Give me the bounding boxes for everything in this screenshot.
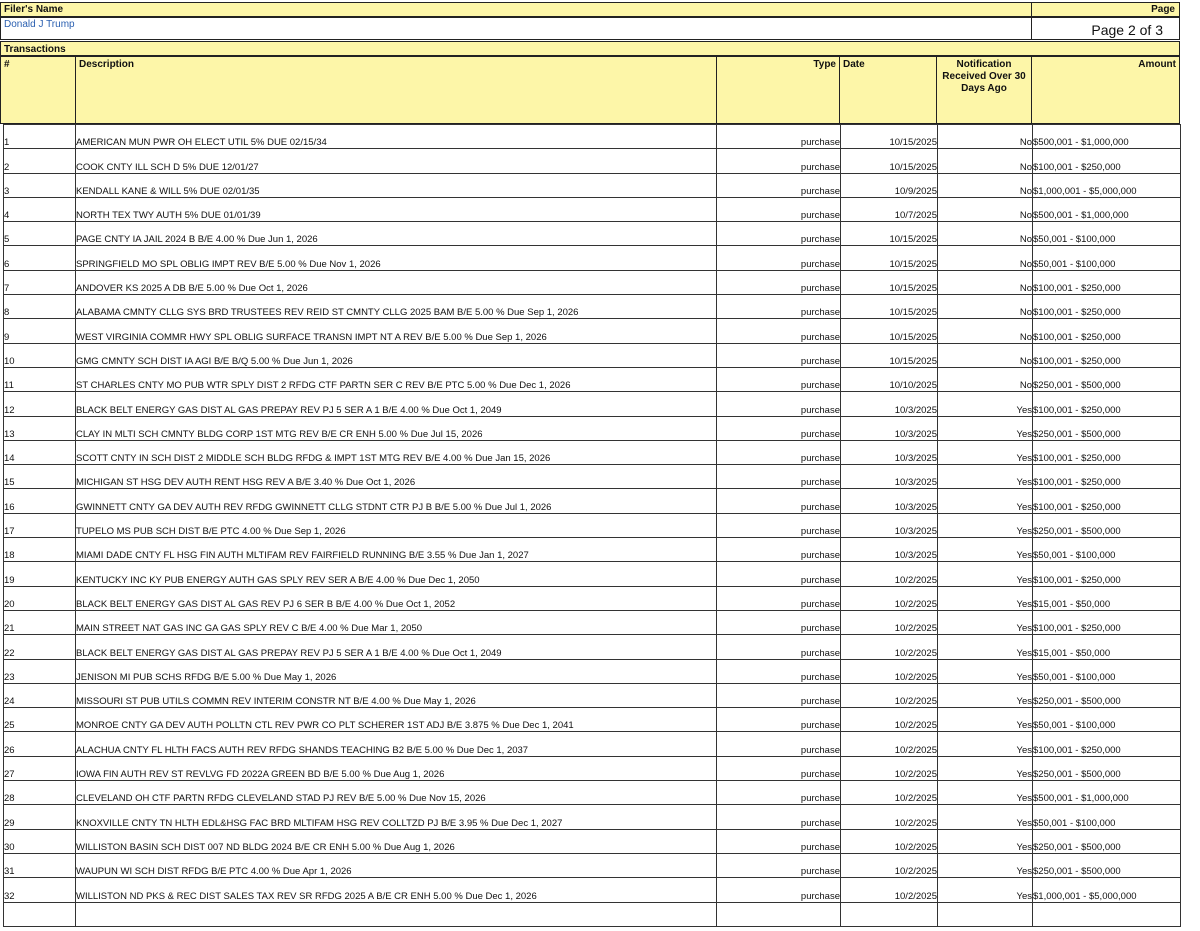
row-number: 11	[4, 367, 76, 391]
row-type: purchase	[717, 829, 841, 853]
row-type: purchase	[717, 489, 841, 513]
row-number: 13	[4, 416, 76, 440]
filer-name-value: Donald J Trump	[0, 17, 1032, 40]
row-amount: $100,001 - $250,000	[1033, 270, 1181, 294]
row-amount: $50,001 - $100,000	[1033, 805, 1181, 829]
row-number: 28	[4, 781, 76, 805]
row-date: 10/2/2025	[841, 683, 938, 707]
row-notification: No	[938, 222, 1033, 246]
row-date: 10/15/2025	[841, 125, 938, 149]
row-type: purchase	[717, 562, 841, 586]
row-date: 10/15/2025	[841, 319, 938, 343]
table-row	[4, 222, 1181, 246]
table-row	[4, 586, 1181, 610]
table-row	[4, 295, 1181, 319]
row-description: KENTUCKY INC KY PUB ENERGY AUTH GAS SPLY REV SER A B/E 4.00 % Due Dec 1, 2050	[76, 562, 717, 586]
row-date: 10/15/2025	[841, 343, 938, 367]
transactions-section-label: Transactions	[0, 41, 1180, 56]
row-amount: $100,001 - $250,000	[1033, 295, 1181, 319]
table-row	[4, 319, 1181, 343]
row-amount: $100,001 - $250,000	[1033, 732, 1181, 756]
row-number: 1	[4, 125, 76, 149]
row-number: 17	[4, 513, 76, 537]
row-amount: $250,001 - $500,000	[1033, 367, 1181, 391]
row-notification: Yes	[938, 781, 1033, 805]
row-date: 10/2/2025	[841, 562, 938, 586]
row-type: purchase	[717, 197, 841, 221]
empty-cell	[841, 902, 938, 926]
row-amount: $1,000,001 - $5,000,000	[1033, 173, 1181, 197]
row-notification: No	[938, 367, 1033, 391]
row-date: 10/15/2025	[841, 149, 938, 173]
table-row	[4, 416, 1181, 440]
row-description: MAIN STREET NAT GAS INC GA GAS SPLY REV C B/E 4.00 % Due Mar 1, 2050	[76, 610, 717, 634]
row-notification: Yes	[938, 659, 1033, 683]
empty-cell	[76, 902, 717, 926]
row-date: 10/15/2025	[841, 270, 938, 294]
row-number: 22	[4, 635, 76, 659]
table-row	[4, 878, 1181, 902]
empty-cell	[4, 902, 76, 926]
row-amount: $100,001 - $250,000	[1033, 465, 1181, 489]
row-description: NORTH TEX TWY AUTH 5% DUE 01/01/39	[76, 197, 717, 221]
row-number: 31	[4, 853, 76, 877]
row-number: 20	[4, 586, 76, 610]
row-notification: No	[938, 149, 1033, 173]
row-type: purchase	[717, 756, 841, 780]
row-date: 10/2/2025	[841, 659, 938, 683]
row-type: purchase	[717, 538, 841, 562]
row-notification: No	[938, 270, 1033, 294]
row-number: 30	[4, 829, 76, 853]
row-number: 9	[4, 319, 76, 343]
row-description: MONROE CNTY GA DEV AUTH POLLTN CTL REV PWR CO PLT SCHERER 1ST ADJ B/E 3.875 % Due Dec 1, 2041	[76, 708, 717, 732]
row-number: 8	[4, 295, 76, 319]
table-row	[4, 367, 1181, 391]
row-amount: $500,001 - $1,000,000	[1033, 125, 1181, 149]
row-date: 10/2/2025	[841, 805, 938, 829]
row-date: 10/2/2025	[841, 853, 938, 877]
row-description: WILLISTON ND PKS & REC DIST SALES TAX REV SR RFDG 2025 A B/E CR ENH 5.00 % Due Dec 1, 2026	[76, 878, 717, 902]
row-amount: $100,001 - $250,000	[1033, 489, 1181, 513]
row-date: 10/3/2025	[841, 489, 938, 513]
table-row	[4, 197, 1181, 221]
row-date: 10/2/2025	[841, 586, 938, 610]
row-amount: $100,001 - $250,000	[1033, 343, 1181, 367]
row-amount: $100,001 - $250,000	[1033, 319, 1181, 343]
row-number: 21	[4, 610, 76, 634]
row-number: 18	[4, 538, 76, 562]
row-amount: $250,001 - $500,000	[1033, 513, 1181, 537]
table-row	[4, 635, 1181, 659]
row-date: 10/3/2025	[841, 513, 938, 537]
row-notification: Yes	[938, 538, 1033, 562]
row-date: 10/2/2025	[841, 829, 938, 853]
row-date: 10/3/2025	[841, 416, 938, 440]
row-notification: Yes	[938, 853, 1033, 877]
row-type: purchase	[717, 513, 841, 537]
row-description: MIAMI DADE CNTY FL HSG FIN AUTH MLTIFAM REV FAIRFIELD RUNNING B/E 3.55 % Due Jan 1, 2027	[76, 538, 717, 562]
row-amount: $250,001 - $500,000	[1033, 756, 1181, 780]
row-notification: Yes	[938, 562, 1033, 586]
row-notification: Yes	[938, 586, 1033, 610]
row-number: 3	[4, 173, 76, 197]
table-row	[4, 659, 1181, 683]
row-amount: $250,001 - $500,000	[1033, 683, 1181, 707]
row-type: purchase	[717, 805, 841, 829]
row-date: 10/2/2025	[841, 756, 938, 780]
table-row	[4, 781, 1181, 805]
row-date: 10/10/2025	[841, 367, 938, 391]
row-notification: Yes	[938, 513, 1033, 537]
row-type: purchase	[717, 610, 841, 634]
table-row	[4, 683, 1181, 707]
row-date: 10/3/2025	[841, 392, 938, 416]
row-description: PAGE CNTY IA JAIL 2024 B B/E 4.00 % Due Jun 1, 2026	[76, 222, 717, 246]
column-header-type: Type	[716, 56, 840, 124]
row-date: 10/15/2025	[841, 222, 938, 246]
row-notification: Yes	[938, 610, 1033, 634]
row-type: purchase	[717, 392, 841, 416]
row-notification: Yes	[938, 392, 1033, 416]
table-row	[4, 173, 1181, 197]
row-number: 19	[4, 562, 76, 586]
column-header-date: Date	[839, 56, 937, 124]
column-header-amount: Amount	[1031, 56, 1180, 124]
row-description: SCOTT CNTY IN SCH DIST 2 MIDDLE SCH BLDG RFDG & IMPT 1ST MTG REV B/E 4.00 % Due Jan 15, 2026	[76, 440, 717, 464]
row-date: 10/2/2025	[841, 781, 938, 805]
row-number: 14	[4, 440, 76, 464]
row-number: 15	[4, 465, 76, 489]
row-number: 12	[4, 392, 76, 416]
row-type: purchase	[717, 440, 841, 464]
row-notification: No	[938, 125, 1033, 149]
row-amount: $100,001 - $250,000	[1033, 562, 1181, 586]
table-row	[4, 829, 1181, 853]
row-number: 24	[4, 683, 76, 707]
row-description: JENISON MI PUB SCHS RFDG B/E 5.00 % Due May 1, 2026	[76, 659, 717, 683]
row-type: purchase	[717, 659, 841, 683]
table-row	[4, 489, 1181, 513]
row-description: BLACK BELT ENERGY GAS DIST AL GAS REV PJ 6 SER B B/E 4.00 % Due Oct 1, 2052	[76, 586, 717, 610]
row-amount: $15,001 - $50,000	[1033, 586, 1181, 610]
row-description: WILLISTON BASIN SCH DIST 007 ND BLDG 2024 B/E CR ENH 5.00 % Due Aug 1, 2026	[76, 829, 717, 853]
row-date: 10/2/2025	[841, 878, 938, 902]
row-date: 10/3/2025	[841, 440, 938, 464]
row-notification: No	[938, 319, 1033, 343]
row-type: purchase	[717, 125, 841, 149]
row-number: 16	[4, 489, 76, 513]
row-description: KENDALL KANE & WILL 5% DUE 02/01/35	[76, 173, 717, 197]
row-description: GWINNETT CNTY GA DEV AUTH REV RFDG GWINNETT CLLG STDNT CTR PJ B B/E 5.00 % Due Jul 1, 2026	[76, 489, 717, 513]
row-amount: $50,001 - $100,000	[1033, 222, 1181, 246]
row-description: CLAY IN MLTI SCH CMNTY BLDG CORP 1ST MTG REV B/E CR ENH 5.00 % Due Jul 15, 2026	[76, 416, 717, 440]
row-number: 27	[4, 756, 76, 780]
row-number: 5	[4, 222, 76, 246]
row-description: ANDOVER KS 2025 A DB B/E 5.00 % Due Oct 1, 2026	[76, 270, 717, 294]
row-type: purchase	[717, 708, 841, 732]
row-notification: No	[938, 173, 1033, 197]
row-notification: Yes	[938, 465, 1033, 489]
row-amount: $50,001 - $100,000	[1033, 246, 1181, 270]
row-date: 10/7/2025	[841, 197, 938, 221]
row-notification: Yes	[938, 878, 1033, 902]
row-notification: Yes	[938, 829, 1033, 853]
table-row	[4, 246, 1181, 270]
row-number: 4	[4, 197, 76, 221]
row-notification: No	[938, 343, 1033, 367]
row-description: TUPELO MS PUB SCH DIST B/E PTC 4.00 % Due Sep 1, 2026	[76, 513, 717, 537]
table-row	[4, 562, 1181, 586]
row-notification: Yes	[938, 416, 1033, 440]
row-notification: No	[938, 197, 1033, 221]
row-type: purchase	[717, 781, 841, 805]
column-header-notification: Notification Received Over 30 Days Ago	[936, 56, 1032, 124]
table-row	[4, 149, 1181, 173]
row-number: 2	[4, 149, 76, 173]
row-description: SPRINGFIELD MO SPL OBLIG IMPT REV B/E 5.00 % Due Nov 1, 2026	[76, 246, 717, 270]
row-date: 10/3/2025	[841, 538, 938, 562]
row-notification: Yes	[938, 732, 1033, 756]
row-type: purchase	[717, 683, 841, 707]
table-row	[4, 732, 1181, 756]
row-type: purchase	[717, 295, 841, 319]
row-notification: Yes	[938, 683, 1033, 707]
row-notification: No	[938, 246, 1033, 270]
row-number: 10	[4, 343, 76, 367]
row-description: ALACHUA CNTY FL HLTH FACS AUTH REV RFDG SHANDS TEACHING B2 B/E 5.00 % Due Dec 1, 2037	[76, 732, 717, 756]
row-description: IOWA FIN AUTH REV ST REVLVG FD 2022A GREEN BD B/E 5.00 % Due Aug 1, 2026	[76, 756, 717, 780]
row-notification: Yes	[938, 489, 1033, 513]
table-row	[4, 392, 1181, 416]
row-notification: Yes	[938, 756, 1033, 780]
row-description: BLACK BELT ENERGY GAS DIST AL GAS PREPAY REV PJ 5 SER A 1 B/E 4.00 % Due Oct 1, 2049	[76, 635, 717, 659]
row-description: MICHIGAN ST HSG DEV AUTH RENT HSG REV A B/E 3.40 % Due Oct 1, 2026	[76, 465, 717, 489]
row-notification: Yes	[938, 708, 1033, 732]
row-type: purchase	[717, 416, 841, 440]
row-amount: $100,001 - $250,000	[1033, 392, 1181, 416]
row-number: 29	[4, 805, 76, 829]
empty-cell	[1033, 902, 1181, 926]
row-type: purchase	[717, 270, 841, 294]
row-date: 10/2/2025	[841, 708, 938, 732]
table-row	[4, 538, 1181, 562]
row-type: purchase	[717, 343, 841, 367]
row-notification: Yes	[938, 440, 1033, 464]
row-number: 26	[4, 732, 76, 756]
row-amount: $250,001 - $500,000	[1033, 829, 1181, 853]
row-type: purchase	[717, 732, 841, 756]
row-date: 10/2/2025	[841, 610, 938, 634]
row-date: 10/9/2025	[841, 173, 938, 197]
table-row	[4, 125, 1181, 149]
row-amount: $250,001 - $500,000	[1033, 416, 1181, 440]
row-amount: $100,001 - $250,000	[1033, 440, 1181, 464]
row-description: ST CHARLES CNTY MO PUB WTR SPLY DIST 2 RFDG CTF PARTN SER C REV B/E PTC 5.00 % Due Dec 1, 2026	[76, 367, 717, 391]
row-date: 10/2/2025	[841, 635, 938, 659]
table-row	[4, 708, 1181, 732]
row-description: MISSOURI ST PUB UTILS COMMN REV INTERIM CONSTR NT B/E 4.00 % Due May 1, 2026	[76, 683, 717, 707]
filer-name-label: Filer's Name	[0, 2, 1032, 17]
table-row	[4, 610, 1181, 634]
row-description: ALABAMA CMNTY CLLG SYS BRD TRUSTEES REV REID ST CMNTY CLLG 2025 BAM B/E 5.00 % Due Sep 1, 2026	[76, 295, 717, 319]
row-notification: Yes	[938, 805, 1033, 829]
row-number: 25	[4, 708, 76, 732]
row-date: 10/2/2025	[841, 732, 938, 756]
row-type: purchase	[717, 367, 841, 391]
row-amount: $50,001 - $100,000	[1033, 708, 1181, 732]
table-row	[4, 513, 1181, 537]
row-type: purchase	[717, 853, 841, 877]
row-amount: $100,001 - $250,000	[1033, 149, 1181, 173]
row-description: BLACK BELT ENERGY GAS DIST AL GAS PREPAY REV PJ 5 SER A 1 B/E 4.00 % Due Oct 1, 2049	[76, 392, 717, 416]
row-number: 23	[4, 659, 76, 683]
row-type: purchase	[717, 635, 841, 659]
row-amount: $15,001 - $50,000	[1033, 635, 1181, 659]
row-amount: $100,001 - $250,000	[1033, 610, 1181, 634]
table-row-empty	[4, 902, 1181, 926]
row-description: CLEVELAND OH CTF PARTN RFDG CLEVELAND STAD PJ REV B/E 5.00 % Due Nov 15, 2026	[76, 781, 717, 805]
row-description: GMG CMNTY SCH DIST IA AGI B/E B/Q 5.00 % Due Jun 1, 2026	[76, 343, 717, 367]
table-row	[4, 270, 1181, 294]
row-amount: $500,001 - $1,000,000	[1033, 197, 1181, 221]
row-type: purchase	[717, 149, 841, 173]
row-number: 7	[4, 270, 76, 294]
table-row	[4, 465, 1181, 489]
table-row	[4, 343, 1181, 367]
column-header-description: Description	[75, 56, 717, 124]
row-description: KNOXVILLE CNTY TN HLTH EDL&HSG FAC BRD MLTIFAM HSG REV COLLTZD PJ B/E 3.95 % Due Dec 1, 2027	[76, 805, 717, 829]
row-amount: $500,001 - $1,000,000	[1033, 781, 1181, 805]
column-header-number: #	[0, 56, 76, 124]
row-type: purchase	[717, 878, 841, 902]
row-notification: Yes	[938, 635, 1033, 659]
table-row	[4, 805, 1181, 829]
row-date: 10/15/2025	[841, 246, 938, 270]
row-type: purchase	[717, 319, 841, 343]
row-description: WAUPUN WI SCH DIST RFDG B/E PTC 4.00 % Due Apr 1, 2026	[76, 853, 717, 877]
row-date: 10/3/2025	[841, 465, 938, 489]
row-type: purchase	[717, 173, 841, 197]
row-number: 32	[4, 878, 76, 902]
row-number: 6	[4, 246, 76, 270]
page-number: Page 2 of 3	[1031, 17, 1180, 40]
table-row	[4, 440, 1181, 464]
table-row	[4, 756, 1181, 780]
row-amount: $50,001 - $100,000	[1033, 659, 1181, 683]
transactions-table-body	[4, 125, 1181, 927]
transactions-table	[3, 124, 1181, 927]
page-label: Page	[1031, 2, 1180, 17]
row-description: WEST VIRGINIA COMMR HWY SPL OBLIG SURFACE TRANSN IMPT NT A REV B/E 5.00 % Due Sep 1, 2026	[76, 319, 717, 343]
row-type: purchase	[717, 465, 841, 489]
row-amount: $1,000,001 - $5,000,000	[1033, 878, 1181, 902]
row-amount: $50,001 - $100,000	[1033, 538, 1181, 562]
row-description: AMERICAN MUN PWR OH ELECT UTIL 5% DUE 02/15/34	[76, 125, 717, 149]
row-type: purchase	[717, 586, 841, 610]
empty-cell	[938, 902, 1033, 926]
row-type: purchase	[717, 222, 841, 246]
row-amount: $250,001 - $500,000	[1033, 853, 1181, 877]
row-notification: No	[938, 295, 1033, 319]
row-date: 10/15/2025	[841, 295, 938, 319]
table-row	[4, 853, 1181, 877]
row-description: COOK CNTY ILL SCH D 5% DUE 12/01/27	[76, 149, 717, 173]
empty-cell	[717, 902, 841, 926]
row-type: purchase	[717, 246, 841, 270]
